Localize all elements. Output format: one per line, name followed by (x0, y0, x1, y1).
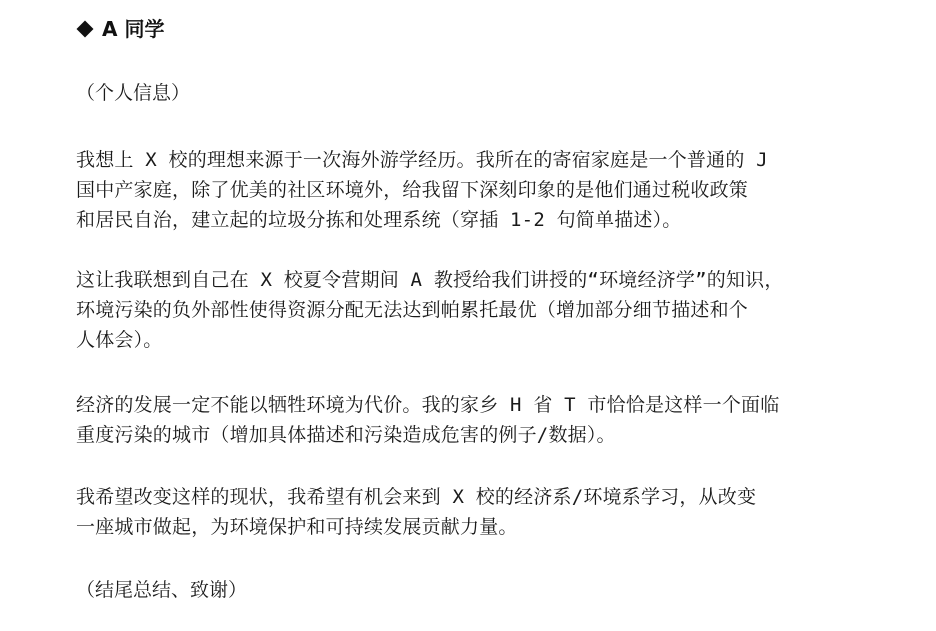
section-title: A 同学 (102, 17, 165, 41)
paragraph-2 (76, 265, 856, 355)
diamond-bullet-icon (77, 21, 94, 38)
paragraph-3 (76, 390, 856, 450)
section-heading (76, 14, 164, 44)
paragraph-line: 我想上 X 校的理想来源于一次海外游学经历。我所在的寄宿家庭是一个普通的 J (76, 149, 768, 171)
paragraph-line: 和居民自治，建立起的垃圾分拣和处理系统（穿插 1-2 句简单描述）。 (76, 209, 682, 231)
paragraph-line: 环境污染的负外部性使得资源分配无法达到帕累托最优（增加部分细节描述和个 (76, 299, 749, 321)
paragraph-line: 我希望改变这样的现状，我希望有机会来到 X 校的经济系/环境系学习，从改变 (76, 486, 757, 508)
closing-note: （结尾总结、致谢） (76, 579, 248, 601)
paragraph-line: 国中产家庭，除了优美的社区环境外，给我留下深刻印象的是他们通过税收政策 (76, 179, 749, 201)
paragraph-line: 经济的发展一定不能以牺牲环境为代价。我的家乡 H 省 T 市恰恰是这样一个面临 (76, 394, 780, 416)
paragraph-line: 人体会）。 (76, 329, 163, 351)
personal-info-note: （个人信息） (76, 82, 191, 104)
paragraph-line: 重度污染的城市（增加具体描述和污染造成危害的例子/数据）。 (76, 424, 616, 446)
paragraph-1 (76, 145, 856, 235)
paragraph-4 (76, 482, 856, 542)
paragraph-line: 一座城市做起，为环境保护和可持续发展贡献力量。 (76, 516, 518, 538)
paragraph-line: 这让我联想到自己在 X 校夏令营期间 A 教授给我们讲授的“环境经济学”的知识， (76, 269, 784, 291)
